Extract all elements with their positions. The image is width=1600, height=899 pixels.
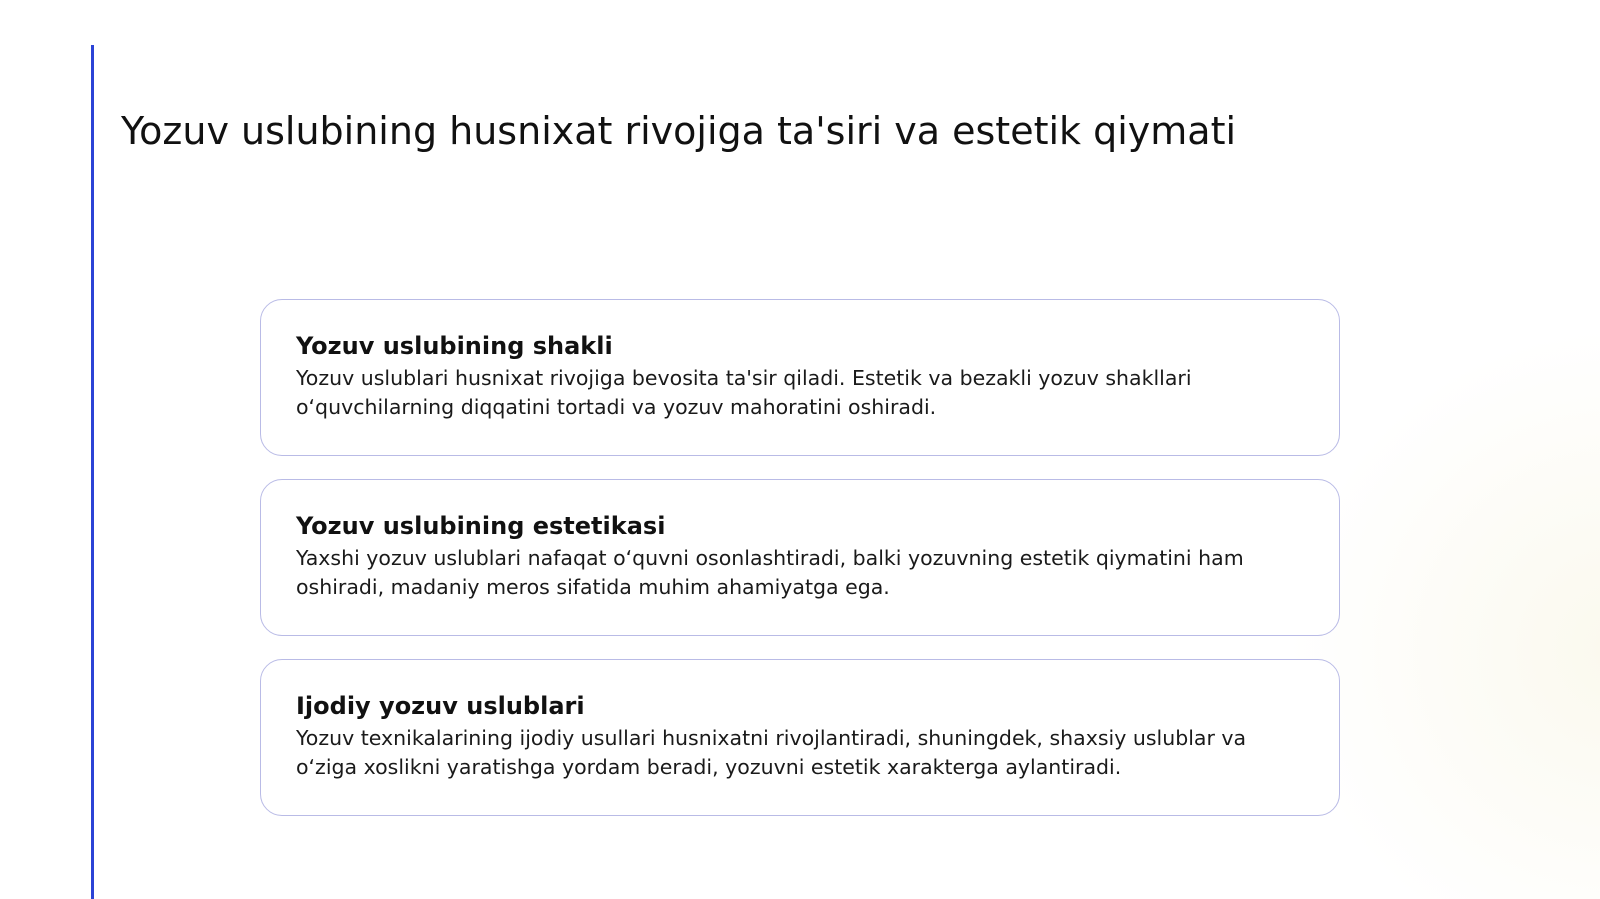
card-list	[260, 299, 1340, 839]
card-text: Yozuv texnikalarining ijodiy usullari husnixatni rivojlantiradi, shuningdek, shaxsiy uslublar va oʻziga xoslikni yaratishga yordam beradi, yozuvni estetik xarakterga aylantiradi.	[296, 726, 1247, 779]
card-title: Yozuv uslubining estetikasi	[296, 512, 666, 540]
card-title: Ijodiy yozuv uslublari	[296, 692, 585, 720]
card-text: Yaxshi yozuv uslublari nafaqat oʻquvni osonlashtiradi, balki yozuvning estetik qiymatini ham oshiradi, madaniy meros sifatida muhim ahamiyatga ega.	[296, 546, 1244, 599]
card-creative-writing-styles	[260, 659, 1340, 816]
card-writing-style-form	[260, 299, 1340, 456]
slide-title: Yozuv uslubining husnixat rivojiga ta'siri va estetik qiymati	[121, 109, 1237, 153]
card-title: Yozuv uslubining shakli	[296, 332, 613, 360]
card-writing-style-aesthetics	[260, 479, 1340, 636]
accent-bar	[91, 45, 94, 899]
card-text: Yozuv uslublari husnixat rivojiga bevosita ta'sir qiladi. Estetik va bezakli yozuv shakllari oʻquvchilarning diqqatini tortadi va yozuv mahoratini oshiradi.	[296, 366, 1192, 419]
